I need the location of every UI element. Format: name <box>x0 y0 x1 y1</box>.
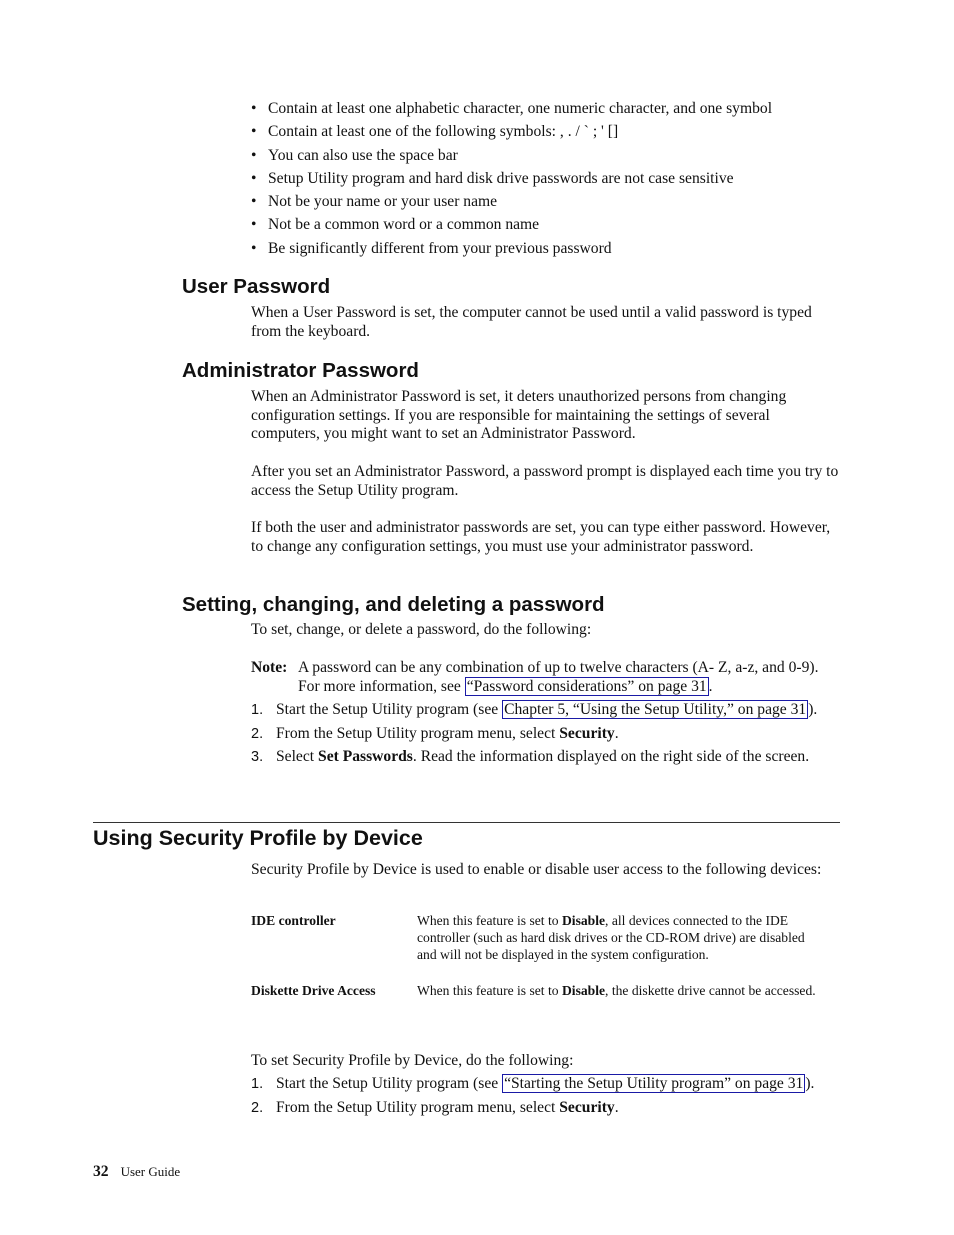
password-note <box>251 659 841 696</box>
list-item: 2. From the Setup Utility program menu, select Security. <box>251 1098 619 1116</box>
section-divider <box>93 822 840 823</box>
password-rules-list <box>251 97 851 260</box>
bullet-icon: • <box>251 216 257 234</box>
user-password-heading: User Password <box>182 275 331 298</box>
bullet-icon: • <box>251 123 257 141</box>
table-row <box>251 912 841 982</box>
starting-setup-utility-link[interactable]: “Starting the Setup Utility program” on page 31 <box>504 1075 804 1092</box>
security-profile-to-set: To set Security Profile by Device, do the following: <box>251 1052 574 1069</box>
list-item: • Contain at least one alphabetic character, one numeric character, and one symbol <box>251 97 851 120</box>
admin-password-paragraph-2: After you set an Administrator Password, a password prompt is displayed each time you try to access the Setup Utility program. <box>251 463 839 499</box>
setting-password-intro: To set, change, or delete a password, do the following: <box>251 621 592 638</box>
page-number: 32 <box>93 1163 109 1180</box>
bullet-icon: • <box>251 193 257 211</box>
device-label: IDE controller <box>251 913 336 928</box>
list-item: • Contain at least one of the following symbols: , . / ` ; ' [] <box>251 120 851 143</box>
list-item: • You can also use the space bar <box>251 144 851 167</box>
note-label: Note: <box>251 659 288 676</box>
list-item: 1. Start the Setup Utility program (see Chapter 5, “Using the Setup Utility,” on page 31 ). <box>251 701 818 718</box>
bullet-icon: • <box>251 239 257 257</box>
password-considerations-link[interactable]: “Password considerations” on page 31 <box>466 677 707 695</box>
admin-password-paragraph-1: When an Administrator Password is set, it deters unauthorized persons from changing configuration settings. If you are responsible for maintaining the settings of several computers, you might want to set an Administrator Password. <box>251 388 787 442</box>
list-item: 2. From the Setup Utility program menu, select Security. <box>251 724 619 742</box>
device-table <box>251 912 841 1022</box>
user-password-paragraph: When a User Password is set, the computer cannot be used until a valid password is typed from the keyboard. <box>251 304 812 340</box>
admin-password-heading: Administrator Password <box>182 359 419 382</box>
table-row <box>251 982 841 1022</box>
note-text: A password can be any combination of up to twelve characters (A- Z, a-z, and 0-9). For more information, see <box>298 659 819 695</box>
chapter-5-link[interactable]: Chapter 5, “Using the Setup Utility,” on page 31 <box>504 701 807 718</box>
setting-password-heading: Setting, changing, and deleting a password <box>182 593 605 616</box>
list-item: • Not be your name or your user name <box>251 190 851 213</box>
device-description: When this feature is set to Disable, the diskette drive cannot be accessed. <box>417 983 816 998</box>
list-item: 1. Start the Setup Utility program (see “Starting the Setup Utility program” on page 31 ). <box>251 1075 815 1092</box>
security-profile-steps <box>251 1075 841 1117</box>
list-item: 3. Select Set Passwords. Read the information displayed on the right side of the screen. <box>251 748 810 765</box>
security-profile-intro: Security Profile by Device is used to enable or disable user access to the following devices: <box>251 861 822 878</box>
list-item: • Be significantly different from your previous password <box>251 237 851 260</box>
list-item: • Setup Utility program and hard disk drive passwords are not case sensitive <box>251 167 851 190</box>
device-description: When this feature is set to Disable, all devices connected to the IDE controller (such as hard disk drives or the CD-ROM drive) are disabled and will not be displayed in the system configuration. <box>417 913 805 962</box>
security-profile-heading: Using Security Profile by Device <box>93 826 423 850</box>
footer-label: User Guide <box>120 1164 181 1179</box>
bullet-icon: • <box>251 100 257 117</box>
note-end: . <box>708 677 713 695</box>
admin-password-paragraph-3: If both the user and administrator passwords are set, you can type either password. However, to change any configuration settings, you must use your administrator password. <box>251 519 831 555</box>
page-footer <box>93 1163 180 1181</box>
list-item: • Not be a common word or a common name <box>251 213 851 236</box>
bullet-icon: • <box>251 169 257 187</box>
device-label: Diskette Drive Access <box>251 983 376 998</box>
setting-password-steps <box>251 701 841 767</box>
bullet-icon: • <box>251 146 257 164</box>
